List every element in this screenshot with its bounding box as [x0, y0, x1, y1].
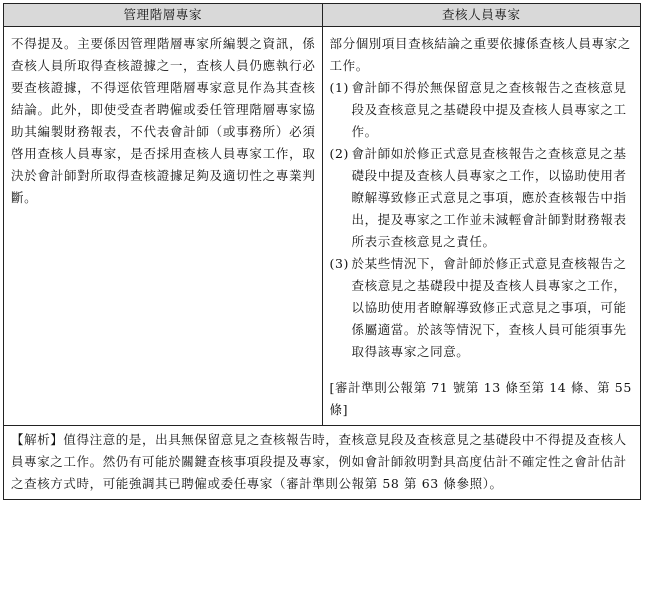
- list-item-text: 於某些情況下，會計師於修正式意見查核報告之查核意見之基礎段中提及查核人員專家之工作，以協助使用者瞭解導致修正式意見之事項，可能係屬適當。於該等情況下，查核人員可能須事先取得該專家之同意。: [351, 256, 627, 359]
- list-item: [330, 143, 635, 253]
- content-row: [4, 27, 641, 426]
- analysis-text: 【解析】值得注意的是，出具無保留意見之查核報告時，查核意見段及查核意見之基礎段中不得提及查核人員專家之工作。然仍有可能於關鍵查核事項段提及專家，例如會計師敘明對具高度估計不確定性之會計估計之查核方式時，可能強調其已聘僱或委任專家（審計準則公報第 58 第 63 條參照）。: [4, 426, 641, 500]
- reference-citation: [審計準則公報第 71 號第 13 條至第 14 條、第 55 條]: [329, 380, 632, 417]
- list-item-number: (2): [329, 146, 350, 161]
- header-row: [4, 4, 641, 27]
- header-management-expert: 管理階層專家: [4, 4, 323, 27]
- list-item-number: (3): [329, 256, 350, 271]
- management-expert-text: 不得提及。主要係因管理階層專家所編製之資訊，係查核人員所取得查核證據之一，查核人員仍應執行必要查核證據，不得逕依管理階層專家意見作為其查核結論。此外，即使受查者聘僱或委任管理階層專家協助其編製財務報表，不代表會計師（或事務所）必須啓用查核人員專家，是否採用查核人員專家工作，取決於會計師對所取得查核證據足夠及適切性之專業判斷。: [4, 27, 323, 426]
- analysis-row: [4, 426, 641, 500]
- list-item-text: 會計師不得於無保留意見之查核報告之查核意見段及查核意見之基礎段中提及查核人員專家之工作。: [351, 80, 627, 139]
- auditor-expert-cell: [322, 27, 641, 426]
- header-auditor-expert: 查核人員專家: [322, 4, 641, 27]
- list-item-number: (1): [329, 80, 350, 95]
- list-item: [330, 77, 635, 143]
- comparison-table: [3, 3, 641, 500]
- list-item-text: 會計師如於修正式意見查核報告之查核意見之基礎段中提及查核人員專家之工作，以協助使用者瞭解導致修正式意見之事項，應於查核報告中指出，提及專家之工作並未減輕會計師對財務報表所表示查核意見之責任。: [351, 146, 627, 249]
- spacer: [330, 363, 635, 377]
- auditor-expert-intro: 部分個別項目查核結論之重要依據係查核人員專家之工作。: [329, 36, 631, 73]
- list-item: [330, 253, 635, 363]
